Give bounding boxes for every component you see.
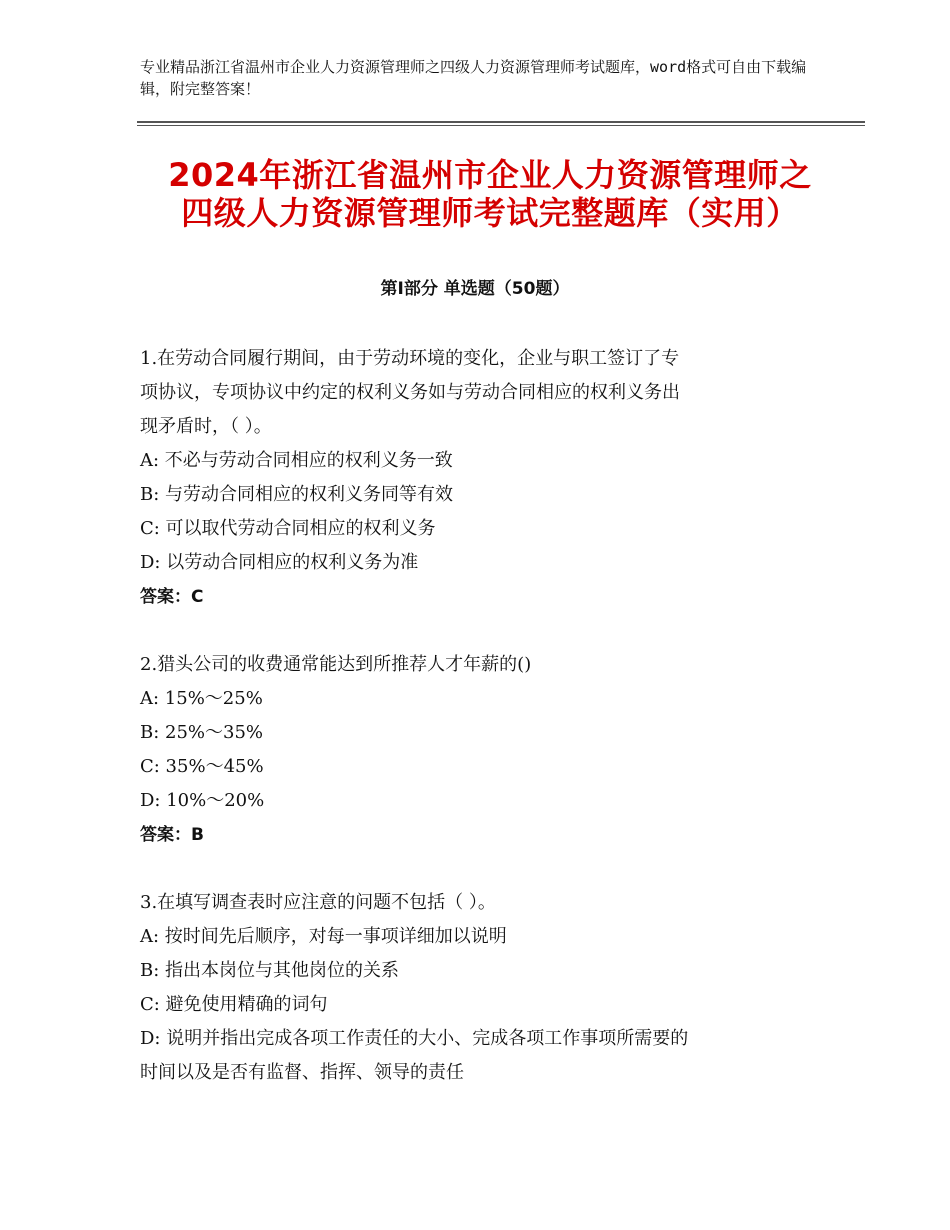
option-b: B: 25%～35% [140,722,264,743]
title-line-1: 2024年浙江省温州市企业人力资源管理师之 [168,156,812,194]
header-divider-thin [137,125,865,126]
option-c: C: 避免使用精确的词句 [140,994,328,1015]
option-b: B: 与劳动合同相应的权利义务同等有效 [140,484,454,505]
option-d-continued: 时间以及是否有监督、指挥、领导的责任 [140,1062,464,1083]
option-a: A: 不必与劳动合同相应的权利义务一致 [140,450,453,471]
document-title [140,156,840,232]
question-stem-line: 1.在劳动合同履行期间，由于劳动环境的变化，企业与职工签订了专 [140,348,680,369]
question-3 [140,886,820,1090]
section-title: 第Ⅰ部分 单选题（50题） [380,279,570,299]
option-d: D: 说明并指出完成各项工作责任的大小、完成各项工作事项所需要的 [140,1028,689,1049]
option-b: B: 指出本岗位与其他岗位的关系 [140,960,400,981]
option-d: D: 以劳动合同相应的权利义务为准 [140,552,419,573]
question-list [140,342,820,1124]
header-divider [137,121,865,123]
option-a: A: 15%～25% [140,688,263,709]
option-c: C: 可以取代劳动合同相应的权利义务 [140,518,436,539]
question-stem-line: 项协议，专项协议中约定的权利义务如与劳动合同相应的权利义务出 [140,382,680,403]
answer: 答案：C [140,587,204,607]
question-stem-line: 现矛盾时，（ ）。 [140,416,272,437]
option-a: A: 按时间先后顺序，对每一事项详细加以说明 [140,926,507,947]
option-c: C: 35%～45% [140,756,264,777]
answer: 答案：B [140,825,204,845]
title-line-2: 四级人力资源管理师考试完整题库（实用） [181,194,799,232]
question-stem-line: 2.猎头公司的收费通常能达到所推荐人才年薪的() [140,654,532,675]
header-note: 专业精品浙江省温州市企业人力资源管理师之四级人力资源管理师考试题库，word格式可自由下载编辑，附完整答案！ [140,58,807,98]
question-2 [140,648,820,852]
question-stem-line: 3.在填写调查表时应注意的问题不包括（ ）。 [140,892,496,913]
option-d: D: 10%～20% [140,790,265,811]
question-1 [140,342,820,614]
